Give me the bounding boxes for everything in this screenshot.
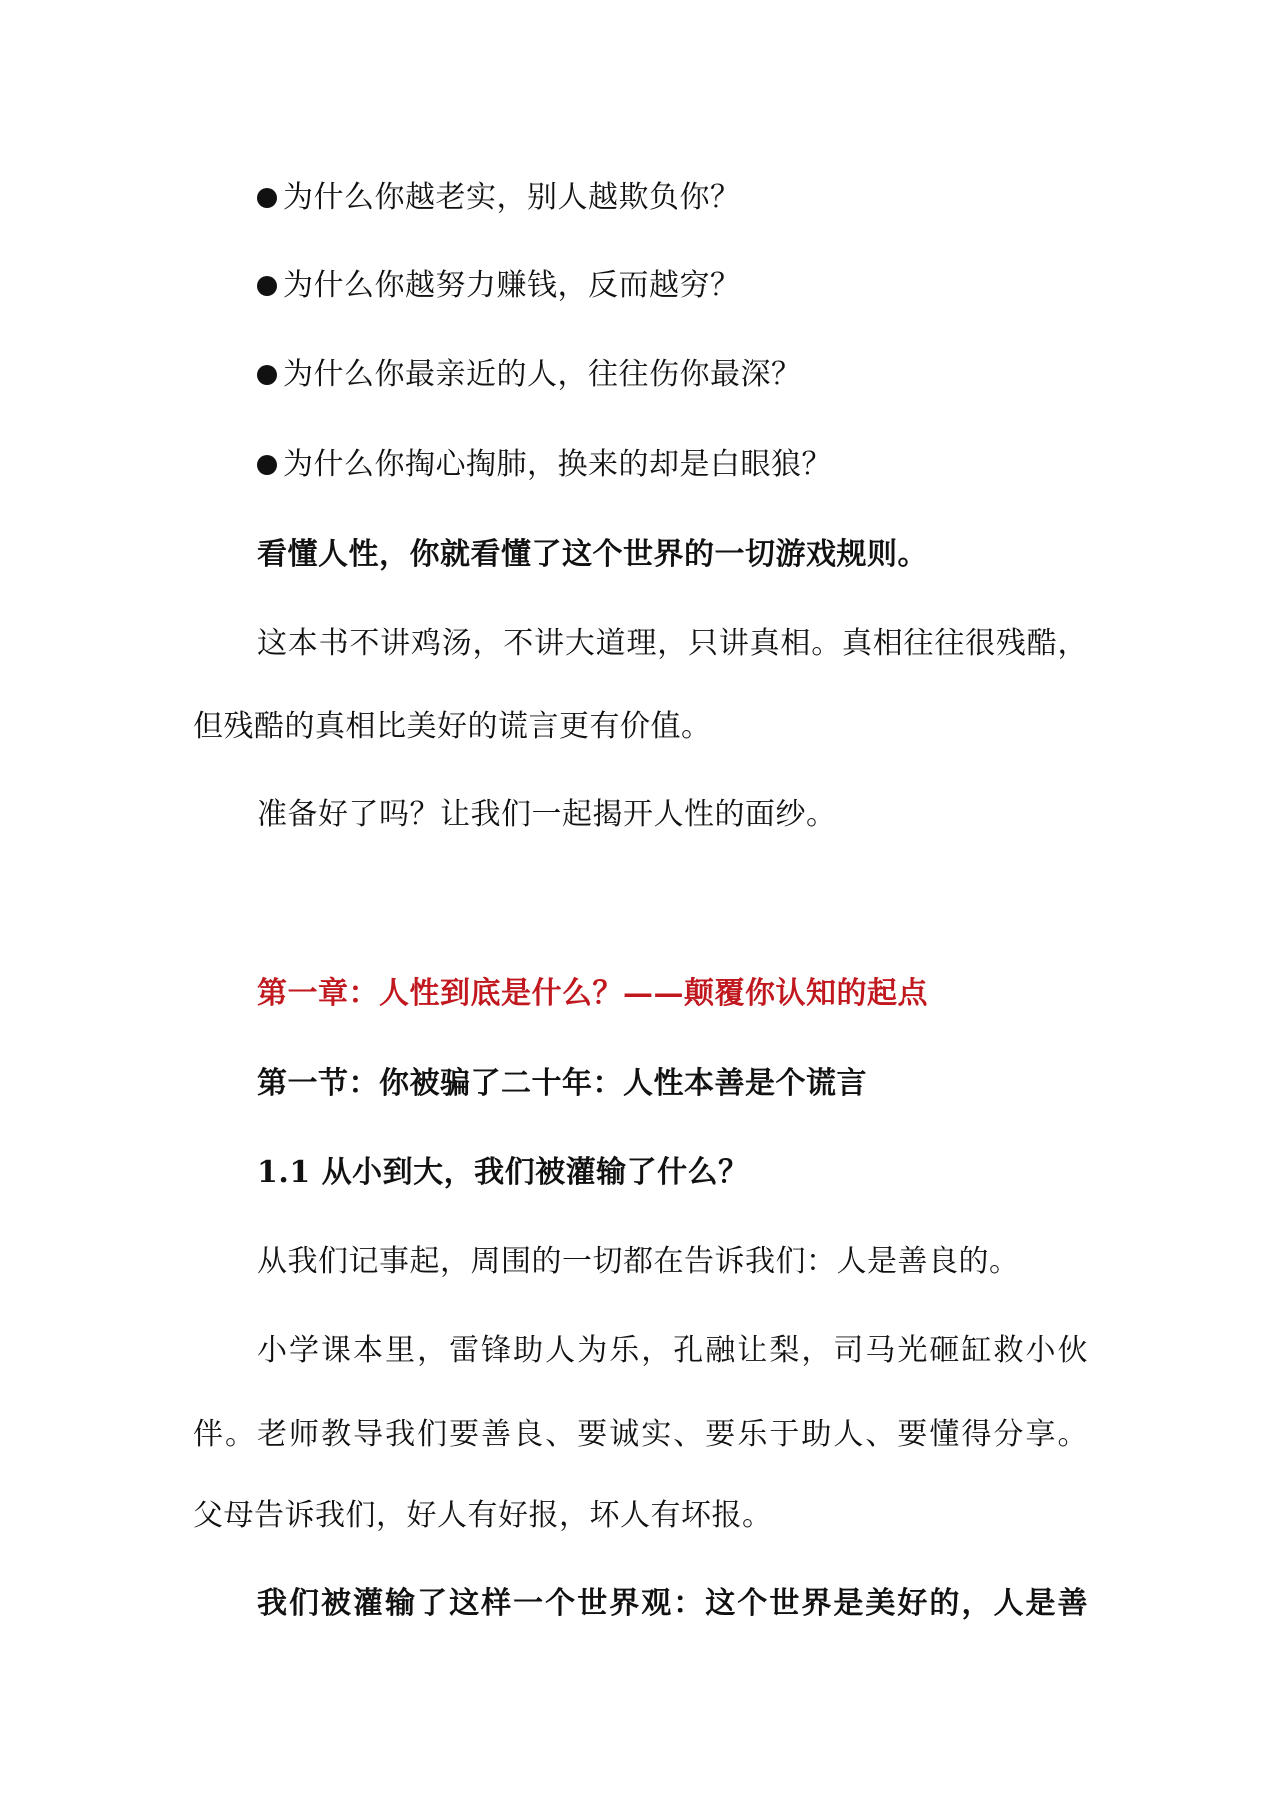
- bullet-text: 为什么你越老实，别人越欺负你？: [283, 180, 741, 215]
- intro-paragraph-line: 但残酷的真相比美好的谎言更有价值。: [193, 709, 712, 744]
- chapter-title: 第一章：人性到底是什么？——颠覆你认知的起点: [257, 976, 928, 1011]
- document-page: [193, 0, 1088, 1800]
- bullet-text: 为什么你越努力赚钱，反而越穷？: [283, 268, 741, 303]
- bullet-item: [257, 355, 802, 395]
- subsection-title: 1.1 从小到大，我们被灌输了什么？: [257, 1155, 749, 1190]
- body-paragraph: 从我们记事起，周围的一切都在告诉我们：人是善良的。: [257, 1244, 1020, 1279]
- bullet-dot-icon: [257, 188, 277, 208]
- bullet-item: [257, 178, 741, 218]
- bullet-text: 为什么你最亲近的人，往往伤你最深？: [283, 357, 802, 392]
- body-bold-paragraph-line: 我们被灌输了这样一个世界观：这个世界是美好的，人是善: [257, 1586, 1088, 1621]
- bullet-item: [257, 266, 741, 306]
- body-paragraph-line: 小学课本里，雷锋助人为乐，孔融让梨，司马光砸缸救小伙: [257, 1333, 1088, 1368]
- intro-paragraph-line: 这本书不讲鸡汤，不讲大道理，只讲真相。真相往往很残酷，: [257, 626, 1088, 661]
- intro-bold-line: 看懂人性，你就看懂了这个世界的一切游戏规则。: [257, 537, 928, 572]
- bullet-text: 为什么你掏心掏肺，换来的却是白眼狼？: [283, 447, 832, 482]
- bullet-item: [257, 445, 832, 485]
- body-paragraph-line: 父母告诉我们，好人有好报，坏人有坏报。: [193, 1498, 773, 1533]
- section-title: 第一节：你被骗了二十年：人性本善是个谎言: [257, 1066, 867, 1101]
- intro-paragraph: 准备好了吗？让我们一起揭开人性的面纱。: [257, 797, 837, 832]
- bullet-dot-icon: [257, 455, 277, 475]
- bullet-dot-icon: [257, 276, 277, 296]
- bullet-dot-icon: [257, 365, 277, 385]
- body-paragraph-line: 伴。老师教导我们要善良、要诚实、要乐于助人、要懂得分享。: [193, 1417, 1088, 1452]
